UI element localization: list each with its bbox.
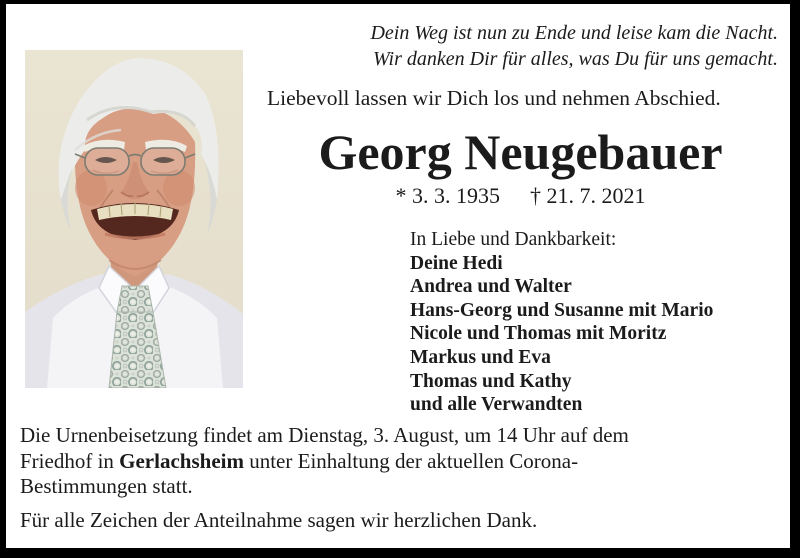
birth-date: * 3. 3. 1935 xyxy=(395,183,500,208)
funeral-info xyxy=(20,423,770,500)
mourners-intro: In Liebe und Dankbarkeit: xyxy=(410,229,617,250)
death-date: † 21. 7. 2021 xyxy=(530,183,646,208)
portrait-photo-illustration xyxy=(25,50,243,388)
life-dates xyxy=(265,183,776,209)
deceased-name: Georg Neugebauer xyxy=(318,124,723,180)
epigraph-line-1: Dein Weg ist nun zu Ende und leise kam die Nacht. xyxy=(370,22,778,44)
mourner-name: Markus und Eva xyxy=(410,346,551,368)
epigraph-line-2: Wir danken Dir für alles, was Du für uns gemacht. xyxy=(373,48,778,70)
funeral-line-3: Bestimmungen statt. xyxy=(20,474,193,498)
mourner-name: Andrea und Walter xyxy=(410,276,572,298)
mourners-list xyxy=(410,228,713,417)
funeral-line-2 xyxy=(20,449,770,475)
epigraph-verse xyxy=(267,20,778,72)
funeral-line-1: Die Urnenbeisetzung findet am Dienstag, 3. August, um 14 Uhr auf dem xyxy=(20,423,629,447)
mourner-name: Hans-Georg und Susanne mit Mario xyxy=(410,299,714,321)
funeral-place: Gerlachsheim xyxy=(119,448,244,473)
mourner-name: und alle Verwandten xyxy=(410,394,583,416)
mourner-name: Nicole und Thomas mit Moritz xyxy=(410,323,667,345)
farewell-line: Liebevoll lassen wir Dich los und nehmen Abschied. xyxy=(267,86,721,110)
portrait-photo xyxy=(25,50,243,388)
thanks-line: Für alle Zeichen der Anteilnahme sagen wir herzlichen Dank. xyxy=(20,508,538,532)
mourner-name: Thomas und Kathy xyxy=(410,370,572,392)
mourner-name: Deine Hedi xyxy=(410,252,503,274)
funeral-line-2-prefix: Friedhof in xyxy=(20,448,120,473)
funeral-line-2-suffix: unter Einhaltung der aktuellen Corona- xyxy=(243,448,579,473)
